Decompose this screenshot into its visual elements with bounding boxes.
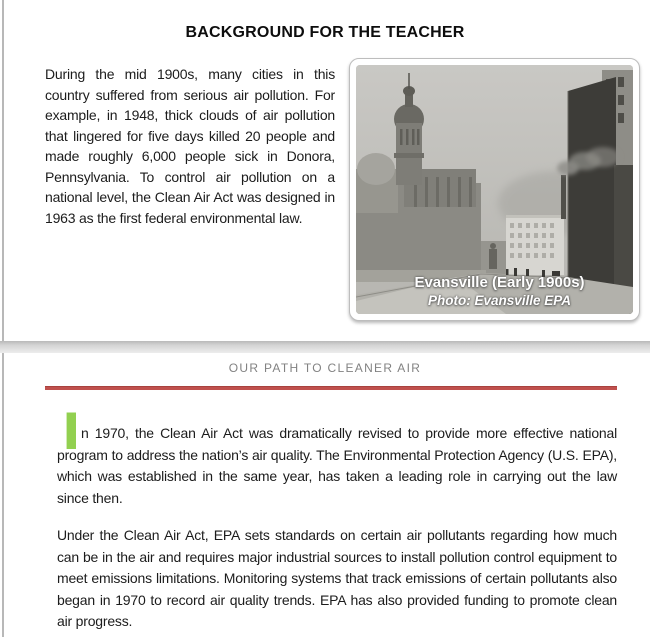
clean-air-paragraph-2: Under the Clean Air Act, EPA sets standards on certain air pollutants regarding how much can be in the air and requires major industrial sources to install pollution control equipment to meet emissions limitations. Monitoring systems that track emissions of certain pollutants also began in 1970 to record air quality trends. EPA has also provided funding to promote clean air progress. <box>57 527 617 629</box>
photo-caption-credit: Photo: Evansville EPA <box>427 292 572 308</box>
intro-paragraph: During the mid 1900s, many cities in this country suffered from serious air pollution. For example, in 1948, thick clouds of air pollution that lingered for five days killed 20 people and made roughly 6,000 people sick in Donora, Pennsylvania. To control air pollution on a national level, the Clean Air Act was designed in 1963 as the first federal environmental law. <box>45 66 335 226</box>
dropcap-letter-i: I <box>62 403 81 461</box>
photo-caption <box>366 274 633 309</box>
evansville-photo <box>356 65 633 314</box>
photo-caption-title: Evansville (Early 1900s) <box>414 274 585 292</box>
page-gap <box>0 341 650 353</box>
page-title: BACKGROUND FOR THE TEACHER <box>185 24 465 41</box>
clean-air-paragraph-1 <box>57 403 617 509</box>
section-header: OUR PATH TO CLEANER AIR <box>228 361 422 375</box>
accent-divider <box>45 386 617 390</box>
page-2 <box>0 353 650 637</box>
photo-frame <box>349 58 640 321</box>
paragraph-1-text: n 1970, the Clean Air Act was dramatically revised to provide more effective national program to address the nation’s air quality. The Environmental Protection Agency (U.S. EPA), which was established in the same year, has taken a leading role in carrying out the law since then. <box>57 425 617 506</box>
